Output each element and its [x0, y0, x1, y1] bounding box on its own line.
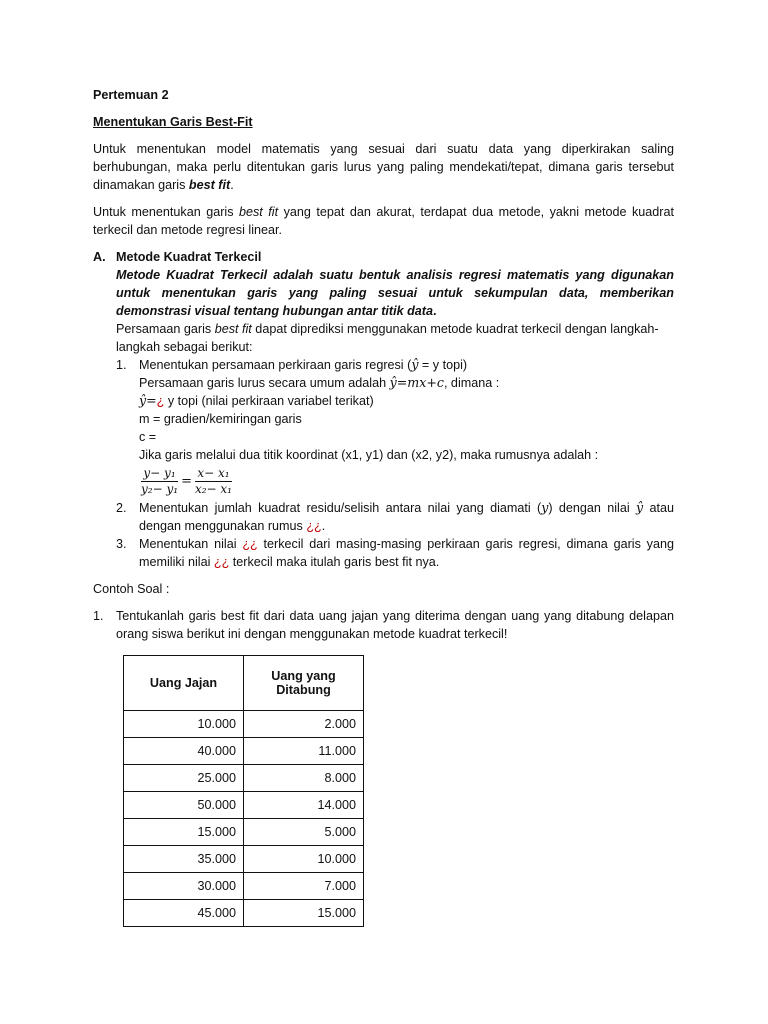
- table-cell: 15.000: [244, 900, 364, 927]
- question-number: 1.: [93, 609, 104, 623]
- step-text: .: [321, 519, 326, 533]
- term-best-fit: best fit: [188, 178, 231, 192]
- table-cell: 30.000: [124, 873, 244, 900]
- fraction-numerator: y− y₁: [143, 466, 176, 480]
- step-text: Menentukan jumlah kuadrat residu/selisih antara nilai yang diamati (: [139, 501, 542, 515]
- table-cell: 8.000: [244, 765, 364, 792]
- fraction-numerator: x− x₁: [197, 466, 230, 480]
- table-cell: 14.000: [244, 792, 364, 819]
- math-yhat: ŷ: [636, 500, 644, 515]
- definition-text: Metode Kuadrat Terkecil adalah suatu bentuk analisis regresi matematis yang digunakan untuk menentukan garis yang paling sesuai untuk sekumpulan data, memberikan demonstrasi visual tentang hubungan antar titik data: [116, 268, 674, 318]
- table-row: [124, 792, 364, 819]
- table-cell: 50.000: [124, 792, 244, 819]
- broken-symbol: ¿: [156, 394, 165, 408]
- broken-symbol: ¿¿: [306, 519, 322, 533]
- step-text: terkecil maka itulah garis best fit nya.: [229, 555, 440, 569]
- broken-symbol: ¿¿: [213, 555, 230, 569]
- section-a: [93, 248, 674, 356]
- term-best-fit: best fit: [214, 322, 252, 336]
- paragraph-intro: [93, 140, 674, 194]
- step-number: 1.: [116, 358, 127, 372]
- step-text: , dimana :: [443, 376, 500, 390]
- section-intro: [116, 320, 674, 356]
- step-1-two-points: Jika garis melalui dua titik koordinat (x1, y1) dan (x2, y2), maka rumusnya adalah :: [139, 448, 599, 462]
- formula-two-points: [139, 466, 674, 497]
- step-2-text: [139, 499, 674, 535]
- fraction-denominator: x₂− x₁: [194, 482, 232, 496]
- table-header-row: [124, 656, 364, 711]
- table-cell: 2.000: [244, 711, 364, 738]
- table-cell: 40.000: [124, 738, 244, 765]
- step-text: y topi (nilai perkiraan variabel terikat): [164, 394, 374, 408]
- step-3-text: [139, 535, 674, 571]
- step-1-def-yhat: [139, 392, 674, 410]
- paragraph-text: yang tepat dan akurat, terdapat dua metode, yakni metode kuadrat terkecil dan metode regresi linear.: [93, 205, 674, 237]
- table-cell: 7.000: [244, 873, 364, 900]
- paragraph-text: Untuk menentukan garis: [93, 205, 239, 219]
- table-cell: 25.000: [124, 765, 244, 792]
- table-row: [124, 900, 364, 927]
- intro-text: dapat diprediksi menggunakan metode kuadrat terkecil dengan langkah-langkah sebagai berikut:: [116, 322, 659, 354]
- step-1-def-m: m = gradien/kemiringan garis: [139, 412, 302, 426]
- fraction-x: [193, 466, 234, 497]
- paragraph-text: Untuk menentukan model matematis yang sesuai dari suatu data yang diperkirakan saling berhubungan, maka perlu ditentukan garis lurus yang paling mendekati/tepat, dimana garis tersebut dinamakan garis: [93, 142, 674, 192]
- step-1-def-c: c =: [139, 430, 157, 444]
- paragraph-text: .: [230, 178, 234, 192]
- table-row: [124, 711, 364, 738]
- table-cell: 10.000: [244, 846, 364, 873]
- step-1: [93, 356, 674, 497]
- step-1-line-equation: [139, 374, 674, 392]
- definition-end: .: [433, 304, 437, 318]
- term-best-fit: best fit: [239, 205, 279, 219]
- table-cell: 15.000: [124, 819, 244, 846]
- equals-sign: =: [181, 473, 192, 489]
- math-formula: ŷ=mx+c: [389, 375, 444, 390]
- section-heading: Metode Kuadrat Terkecil: [116, 250, 262, 264]
- example-question: [93, 607, 674, 643]
- table-cell: 11.000: [244, 738, 364, 765]
- page-title: Menentukan Garis Best-Fit: [93, 115, 253, 129]
- math-y: y: [541, 500, 549, 515]
- data-table: [123, 655, 364, 927]
- column-header-allowance: Uang Jajan: [124, 656, 244, 711]
- math-yhat-eq: ŷ=: [139, 393, 157, 408]
- step-text: = y topi): [418, 358, 468, 372]
- step-text: Persamaan garis lurus secara umum adalah: [139, 376, 390, 390]
- step-3: [93, 535, 674, 571]
- column-header-savings: Uang yang Ditabung: [244, 656, 364, 711]
- math-yhat: ŷ: [411, 357, 419, 372]
- table-cell: 45.000: [124, 900, 244, 927]
- table-row: [124, 846, 364, 873]
- step-text: terkecil dari masing-masing perkiraan garis regresi, dimana garis yang memiliki nilai: [139, 537, 674, 569]
- table-cell: 10.000: [124, 711, 244, 738]
- question-text: Tentukanlah garis best fit dari data uang jajan yang diterima dengan uang yang ditabung delapan orang siswa berikut ini dengan menggunakan metode kuadrat terkecil!: [116, 609, 674, 641]
- fraction-denominator: y₂− y₁: [141, 482, 179, 496]
- meeting-label: Pertemuan 2: [93, 88, 169, 102]
- step-text: atau dengan menggunakan rumus: [139, 501, 674, 533]
- step-1-title: [139, 356, 674, 374]
- broken-symbol: ¿¿: [242, 537, 258, 551]
- section-label: A.: [93, 250, 106, 264]
- step-number: 2.: [116, 501, 127, 515]
- step-text: Menentukan nilai: [139, 537, 243, 551]
- table-row: [124, 873, 364, 900]
- step-text: ) dengan nilai: [548, 501, 637, 515]
- table-row: [124, 738, 364, 765]
- paragraph-methods: [93, 203, 674, 239]
- step-number: 3.: [116, 537, 127, 551]
- step-2: [93, 499, 674, 535]
- step-text: Menentukan persamaan perkiraan garis regresi (: [139, 358, 412, 372]
- example-heading: Contoh Soal :: [93, 582, 170, 596]
- fraction-y: [139, 466, 180, 497]
- document-page: [93, 86, 674, 643]
- intro-text: Persamaan garis: [116, 322, 215, 336]
- table-cell: 35.000: [124, 846, 244, 873]
- table-row: [124, 819, 364, 846]
- table-row: [124, 765, 364, 792]
- table-cell: 5.000: [244, 819, 364, 846]
- section-definition: [116, 266, 674, 320]
